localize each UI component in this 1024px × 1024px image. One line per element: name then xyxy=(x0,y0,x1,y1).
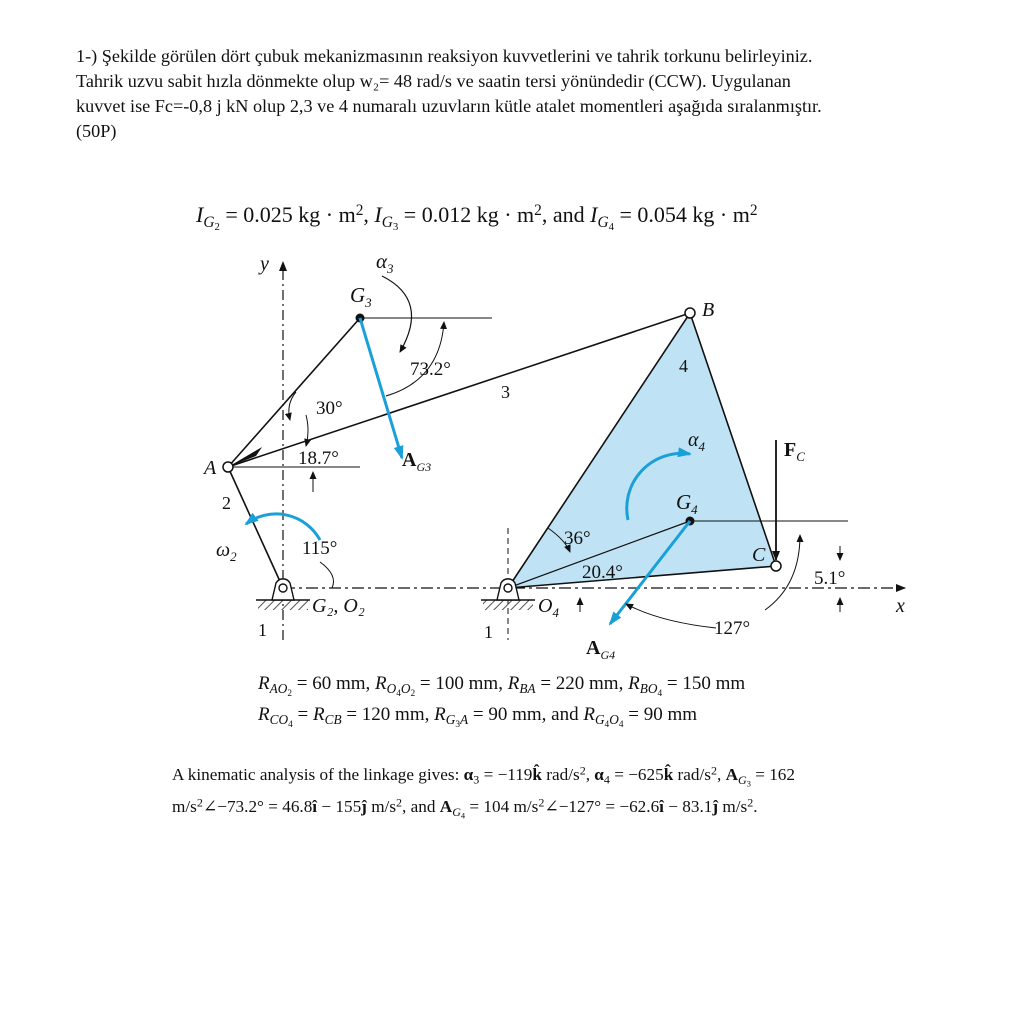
ground-1-label: 1 xyxy=(258,620,267,640)
ag4-polar: 104 m/s xyxy=(483,797,539,817)
r-ba: 220 mm, xyxy=(555,673,624,694)
angle-115-label: 115° xyxy=(302,538,338,559)
alpha3-arc xyxy=(382,276,412,352)
o2-label: G₂, O₂ xyxy=(312,595,365,617)
ground-o2 xyxy=(256,579,310,610)
x-axis-label: x xyxy=(896,595,905,617)
link-2 xyxy=(228,467,283,588)
ig2-value: 0.025 xyxy=(243,202,293,227)
dimensions-line-2: $R_{CO_4} = R_{CB} = 120$ mm, $R_{G_3A} = 90$ mm, and $R_{G_4O_4} = 90$ mm xyxy=(258,704,697,730)
angle-732-label: 73.2° xyxy=(410,359,451,380)
ag3-vector xyxy=(360,318,402,458)
angle-51-label: 5.1° xyxy=(814,568,846,589)
o4-label: $O_4$ xyxy=(538,595,559,620)
ag3-label: $A_{G3}$ xyxy=(402,449,432,474)
problem-line-4: (50P) xyxy=(76,121,117,141)
y-axis-label: y xyxy=(260,253,269,275)
angle-204-label: 20.4° xyxy=(582,562,623,583)
angle-127-label: 127° xyxy=(714,618,751,639)
kin-and: and xyxy=(410,797,436,817)
ig4-unit: kg · m xyxy=(692,202,750,227)
arc-127 xyxy=(626,604,716,628)
r-g3a: 90 mm, xyxy=(488,704,547,725)
fc-label: $F_C$ xyxy=(784,439,805,464)
kinematics-intro: A kinematic analysis of the linkage gives: xyxy=(172,765,460,784)
ag4-angle: −127° xyxy=(558,797,602,817)
r-bo4: 150 mm xyxy=(682,673,746,694)
ig2-unit: kg · m xyxy=(298,202,356,227)
inertia-values: $I_{G_2} = 0.025$ kg · $m^2$, $I_{G_3} = 0.012$ kg · $m^2$, and $I_{G_4} = 0.054$ kg · $m^2$ xyxy=(196,202,758,233)
r-ao2: 60 mm, xyxy=(312,673,371,694)
ag3-j: 155 xyxy=(335,797,362,817)
arc-127-outer xyxy=(765,535,800,610)
point-b-label: B xyxy=(702,299,715,321)
dims-and: and xyxy=(551,704,579,725)
link-2-label: 2 xyxy=(222,493,231,513)
ag4-j: 83.1 xyxy=(682,797,713,817)
alpha4-value: −625 xyxy=(628,765,664,784)
ig3-value: 0.012 xyxy=(421,202,472,227)
alpha4-label: $\alpha_4$ xyxy=(688,429,705,454)
alpha3-value: −119 xyxy=(497,765,533,784)
alpha4-unit: rad/s xyxy=(677,765,711,784)
ag3-polar: 162 m/s xyxy=(172,765,795,817)
joint-a xyxy=(223,462,233,472)
angle-36-label: 36° xyxy=(564,528,591,549)
ig3-unit: kg · m xyxy=(476,202,535,227)
ag3-i: 46.8 xyxy=(282,797,313,817)
alpha3-unit: rad/s xyxy=(546,765,580,784)
alpha3-label: $\alpha_3$ xyxy=(376,249,394,276)
point-c-label: C xyxy=(752,544,766,566)
joint-c xyxy=(771,561,781,571)
arc-115 xyxy=(320,562,334,588)
ground-1b-label: 1 xyxy=(484,622,493,642)
link-3-label: 3 xyxy=(501,382,510,402)
kinematic-results: A kinematic analysis of the linkage gives: $\alpha_3$ = −119k̂ rad/$s^2$, $\alpha_4$ = −625k̂ rad/$s^2$, $A_{G_3} = 162$ $m/s^2\angle-73.2^\circ$ = 46.8î − 155ĵ $m/s^2$, and $A_{G_4} = 104$ $m/s^2\angle-127^\circ$ = −62.6î − 83.1ĵ $m/s^2$. xyxy=(172,763,795,821)
angle-30-label: 30° xyxy=(316,398,343,419)
link-4-body xyxy=(508,313,776,588)
omega2-label: $\omega_2$ xyxy=(216,539,237,564)
problem-line-1: 1-) Şekilde görülen dört çubuk mekanizmasının reaksiyon kuvvetlerini ve tahrik torkunu belirleyiniz. xyxy=(76,46,813,66)
problem-line-2: Tahrik uzvu sabit hızla dönmekte olup w₂= 48 rad/s ve saatin tersi yönündedir (CCW). Uygulanan xyxy=(76,71,791,91)
ag4-unit: m/s xyxy=(722,797,748,817)
joint-b xyxy=(685,308,695,318)
point-a-label: A xyxy=(204,457,217,479)
ag4-i: −62.6 xyxy=(619,797,660,817)
ag4-label: $A_{G4}$ xyxy=(586,637,616,662)
angle-187-label: 18.7° xyxy=(298,448,339,469)
ag3-angle: −73.2° xyxy=(217,797,264,817)
r-g4o4: 90 mm xyxy=(643,704,697,725)
ag3-unit: m/s xyxy=(371,797,397,817)
ig4-value: 0.054 xyxy=(637,202,687,227)
g4-label: $G_4$ xyxy=(676,490,698,517)
problem-line-3: kuvvet ise Fc=-0,8 j kN olup 2,3 ve 4 numaralı uzuvların kütle atalet momentleri aşağıda sıralanmıştır. xyxy=(76,96,822,116)
link-4-label: 4 xyxy=(679,356,688,376)
r-co4-cb: 120 mm, xyxy=(361,704,430,725)
r-o4o2: 100 mm, xyxy=(435,673,503,694)
inertia-and: and xyxy=(552,202,585,227)
dimensions-line-1: $R_{AO_2} = 60$ mm, $R_{O_4O_2} = 100$ mm, $R_{BA} = 220$ mm, $R_{BO_4} = 150$ mm xyxy=(258,673,746,699)
g3-label: $G_3$ xyxy=(350,283,372,310)
